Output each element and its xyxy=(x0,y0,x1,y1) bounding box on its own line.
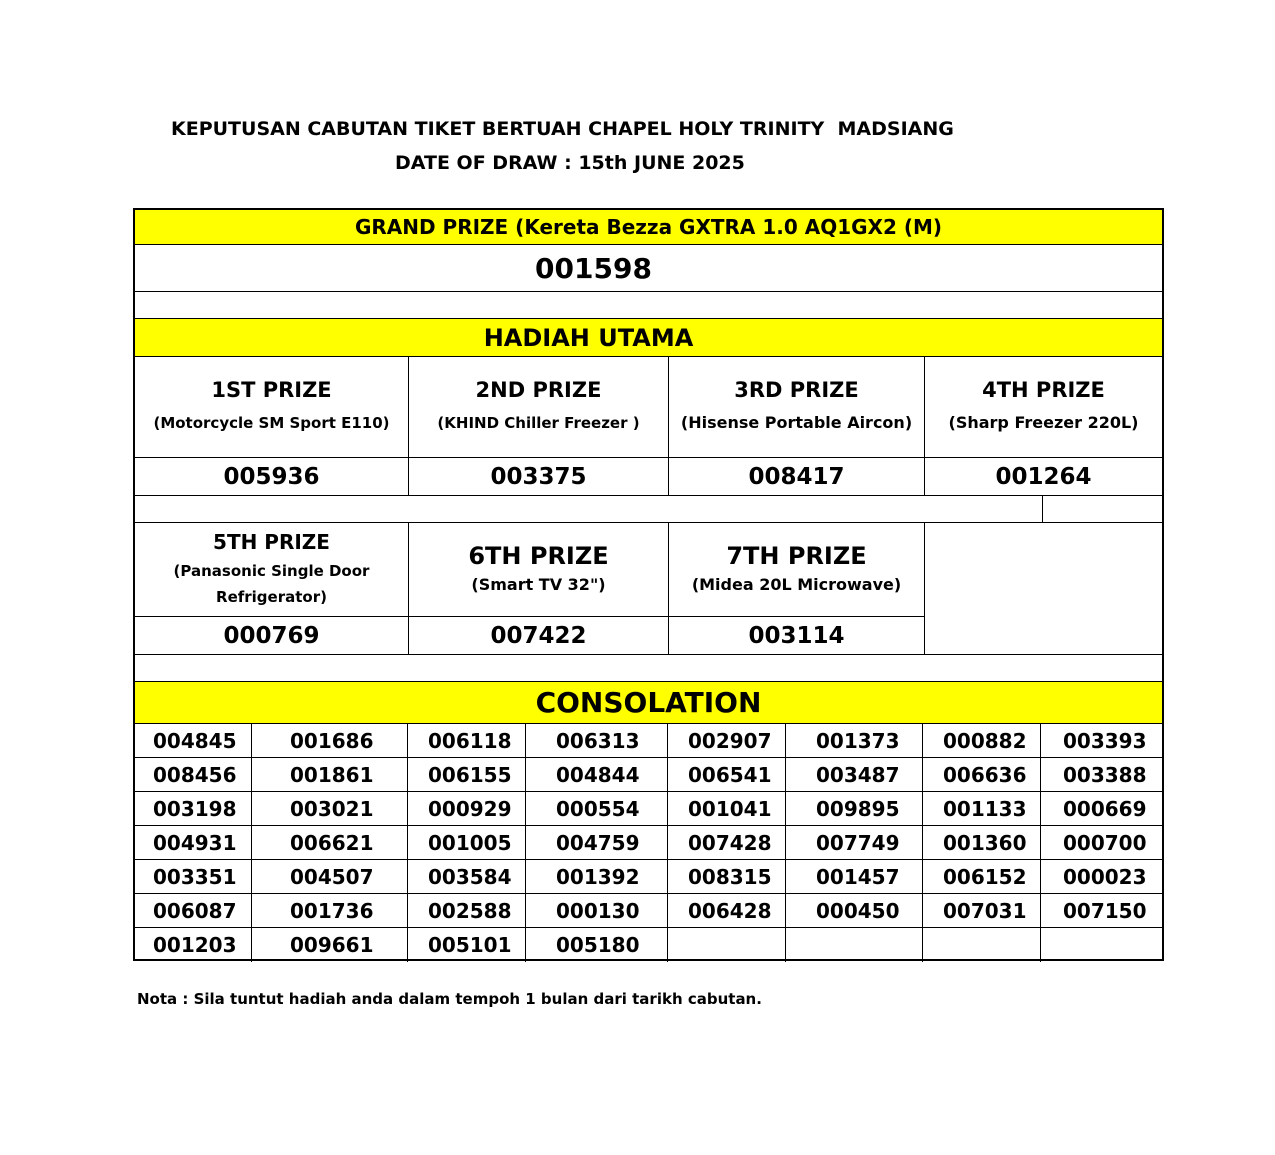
consolation-cell xyxy=(1041,792,1164,825)
consolation-number: 006541 xyxy=(688,762,772,787)
consolation-row xyxy=(135,792,1162,826)
consolation-row xyxy=(135,826,1162,860)
consolation-number: 002907 xyxy=(688,728,772,753)
consolation-cell xyxy=(526,928,668,962)
consolation-cell xyxy=(135,758,252,791)
page-title: KEPUTUSAN CABUTAN TIKET BERTUAH CHAPEL HOLY TRINITY MADSIANG xyxy=(171,118,954,140)
prize-1-title: 1ST PRIZE xyxy=(211,378,332,402)
prize-3-number-cell xyxy=(669,458,925,495)
prize-row-1-numbers xyxy=(135,458,1162,496)
consolation-number: 000929 xyxy=(428,796,512,821)
prize-5-cell xyxy=(135,523,409,617)
consolation-cell xyxy=(1041,724,1164,757)
consolation-number: 007031 xyxy=(943,898,1027,923)
spacer-row xyxy=(135,292,1162,319)
consolation-number: 006155 xyxy=(428,762,512,787)
consolation-row xyxy=(135,928,1162,962)
prize-7-cell xyxy=(669,523,925,617)
prize-5-title: 5TH PRIZE xyxy=(213,529,330,554)
consolation-number: 003351 xyxy=(153,864,237,889)
consolation-cell xyxy=(408,758,526,791)
spacer-row-2 xyxy=(135,496,1162,523)
consolation-number: 006428 xyxy=(688,898,772,923)
consolation-cell xyxy=(1041,826,1164,859)
consolation-row xyxy=(135,894,1162,928)
prize-3-title: 3RD PRIZE xyxy=(734,378,859,402)
consolation-number: 006636 xyxy=(943,762,1027,787)
consolation-cell xyxy=(668,724,786,757)
consolation-row xyxy=(135,758,1162,792)
consolation-cell xyxy=(786,724,923,757)
consolation-row xyxy=(135,724,1162,758)
consolation-cell xyxy=(526,792,668,825)
consolation-number: 004931 xyxy=(153,830,237,855)
consolation-number: 000554 xyxy=(556,796,640,821)
main-prizes-header xyxy=(135,319,1162,357)
spacer-cell xyxy=(135,496,1043,522)
consolation-cell xyxy=(786,894,923,927)
grand-prize-number: 001598 xyxy=(535,251,652,285)
consolation-cell xyxy=(252,792,408,825)
prize-6-number-cell xyxy=(409,617,669,654)
consolation-row xyxy=(135,860,1162,894)
consolation-number: 006152 xyxy=(943,864,1027,889)
consolation-number: 001041 xyxy=(688,796,772,821)
consolation-cell xyxy=(408,928,526,962)
prize-4-number: 001264 xyxy=(995,463,1092,490)
consolation-cell xyxy=(252,724,408,757)
consolation-number: 003584 xyxy=(428,864,512,889)
consolation-number: 009661 xyxy=(290,933,374,957)
prize-5-number: 000769 xyxy=(223,622,320,649)
draw-date: DATE OF DRAW : 15th JUNE 2025 xyxy=(395,152,745,174)
prize-7-number: 003114 xyxy=(748,622,845,649)
prize-7-desc: (Midea 20L Microwave) xyxy=(691,574,902,594)
consolation-cell xyxy=(526,826,668,859)
consolation-number: 002588 xyxy=(428,898,512,923)
consolation-cell xyxy=(668,826,786,859)
consolation-cell xyxy=(786,860,923,893)
consolation-cell xyxy=(526,860,668,893)
consolation-cell xyxy=(786,928,923,962)
consolation-number: 007150 xyxy=(1063,898,1147,923)
prize-2-number-cell xyxy=(409,458,669,495)
claim-note: Nota : Sila tuntut hadiah anda dalam tempoh 1 bulan dari tarikh cabutan. xyxy=(137,990,762,1008)
prize-7-number-cell xyxy=(669,617,925,654)
consolation-cell xyxy=(526,894,668,927)
prize-row-2-numbers xyxy=(135,617,1162,655)
consolation-number: 003021 xyxy=(290,796,374,821)
consolation-header xyxy=(135,682,1162,724)
consolation-number: 005101 xyxy=(428,933,512,957)
grand-prize-label: GRAND PRIZE (Kereta Bezza GXTRA 1.0 AQ1GX2 (M) xyxy=(354,215,943,239)
prize-4-number-cell xyxy=(925,458,1162,495)
consolation-number: 000023 xyxy=(1063,864,1147,889)
consolation-number: 006313 xyxy=(556,728,640,753)
consolation-cell xyxy=(526,724,668,757)
prize-5-desc: (Panasonic Single Door Refrigerator) xyxy=(173,561,370,606)
consolation-number: 008456 xyxy=(153,762,237,787)
prize-2-desc: (KHIND Chiller Freezer ) xyxy=(437,414,640,432)
consolation-number: 003198 xyxy=(153,796,237,821)
consolation-heading: CONSOLATION xyxy=(535,686,762,719)
consolation-cell xyxy=(135,724,252,757)
prize-6-number: 007422 xyxy=(490,622,587,649)
consolation-cell xyxy=(668,758,786,791)
consolation-cell xyxy=(252,928,408,962)
prize-1-number: 005936 xyxy=(223,463,320,490)
consolation-cell xyxy=(408,826,526,859)
consolation-cell xyxy=(135,928,252,962)
consolation-number: 001861 xyxy=(290,762,374,787)
consolation-cell xyxy=(408,860,526,893)
prize-6-desc: (Smart TV 32") xyxy=(471,574,606,594)
prize-7-title: 7TH PRIZE xyxy=(726,541,867,570)
consolation-number: 003393 xyxy=(1063,728,1147,753)
consolation-cell xyxy=(668,792,786,825)
consolation-cell xyxy=(923,758,1041,791)
consolation-number: 000669 xyxy=(1063,796,1147,821)
consolation-number: 001360 xyxy=(943,830,1027,855)
prize-row-2-titles xyxy=(135,523,1162,617)
consolation-number: 004759 xyxy=(556,830,640,855)
consolation-cell xyxy=(923,792,1041,825)
consolation-cell xyxy=(252,826,408,859)
prize-6-cell xyxy=(409,523,669,617)
consolation-cell xyxy=(786,826,923,859)
grand-prize-row xyxy=(135,245,1162,292)
consolation-cell xyxy=(135,860,252,893)
consolation-cell xyxy=(1041,894,1164,927)
consolation-cell xyxy=(135,826,252,859)
consolation-cell xyxy=(252,758,408,791)
consolation-number: 001005 xyxy=(428,830,512,855)
consolation-cell xyxy=(408,724,526,757)
consolation-cell xyxy=(923,928,1041,962)
consolation-cell xyxy=(526,758,668,791)
consolation-cell xyxy=(923,860,1041,893)
prize-6-title: 6TH PRIZE xyxy=(468,541,609,570)
prize-2-number: 003375 xyxy=(490,463,587,490)
prize-4-title: 4TH PRIZE xyxy=(982,378,1105,402)
prize-3-cell xyxy=(669,357,925,457)
results-table xyxy=(133,208,1164,961)
consolation-number: 007749 xyxy=(816,830,900,855)
prize-row-1-titles xyxy=(135,357,1162,458)
consolation-cell xyxy=(668,928,786,962)
consolation-cell xyxy=(252,860,408,893)
consolation-cell xyxy=(135,894,252,927)
consolation-number: 001736 xyxy=(290,898,374,923)
consolation-number: 000700 xyxy=(1063,830,1147,855)
prize-5-number-cell xyxy=(135,617,409,654)
prize-2-cell xyxy=(409,357,669,457)
consolation-number: 008315 xyxy=(688,864,772,889)
consolation-cell xyxy=(408,792,526,825)
prize-3-desc: (Hisense Portable Aircon) xyxy=(680,413,913,432)
main-prizes-heading: HADIAH UTAMA xyxy=(483,323,694,352)
consolation-number: 001457 xyxy=(816,864,900,889)
consolation-number: 000882 xyxy=(943,728,1027,753)
consolation-number: 003388 xyxy=(1063,762,1147,787)
consolation-cell xyxy=(1041,758,1164,791)
consolation-cell xyxy=(1041,928,1164,962)
consolation-cell xyxy=(923,826,1041,859)
consolation-number: 001133 xyxy=(943,796,1027,821)
consolation-cell xyxy=(252,894,408,927)
consolation-number: 004507 xyxy=(290,864,374,889)
consolation-cell xyxy=(135,792,252,825)
consolation-number: 000450 xyxy=(816,898,900,923)
consolation-number: 009895 xyxy=(816,796,900,821)
consolation-number: 001686 xyxy=(290,728,374,753)
spacer-row-3 xyxy=(135,655,1162,682)
consolation-cell xyxy=(668,860,786,893)
consolation-cell xyxy=(668,894,786,927)
consolation-cell xyxy=(786,758,923,791)
consolation-cell xyxy=(786,792,923,825)
grand-prize-header xyxy=(135,210,1162,245)
prize-3-number: 008417 xyxy=(748,463,845,490)
prize-1-desc: (Motorcycle SM Sport E110) xyxy=(153,414,390,432)
prize-1-cell xyxy=(135,357,409,457)
consolation-number: 000130 xyxy=(556,898,640,923)
consolation-cell xyxy=(408,894,526,927)
prize-4-cell xyxy=(925,357,1162,457)
consolation-number: 005180 xyxy=(556,933,640,957)
consolation-number: 007428 xyxy=(688,830,772,855)
prize-4-desc: (Sharp Freezer 220L) xyxy=(948,413,1139,432)
consolation-number: 006087 xyxy=(153,898,237,923)
consolation-cell xyxy=(923,894,1041,927)
consolation-number: 001373 xyxy=(816,728,900,753)
consolation-number: 001203 xyxy=(153,933,237,957)
consolation-number: 003487 xyxy=(816,762,900,787)
consolation-number: 004845 xyxy=(153,728,237,753)
consolation-cell xyxy=(1041,860,1164,893)
prize-1-number-cell xyxy=(135,458,409,495)
consolation-cell xyxy=(923,724,1041,757)
consolation-number: 006621 xyxy=(290,830,374,855)
prize-2-title: 2ND PRIZE xyxy=(475,378,602,402)
consolation-number: 006118 xyxy=(428,728,512,753)
consolation-number: 001392 xyxy=(556,864,640,889)
consolation-number: 004844 xyxy=(556,762,640,787)
